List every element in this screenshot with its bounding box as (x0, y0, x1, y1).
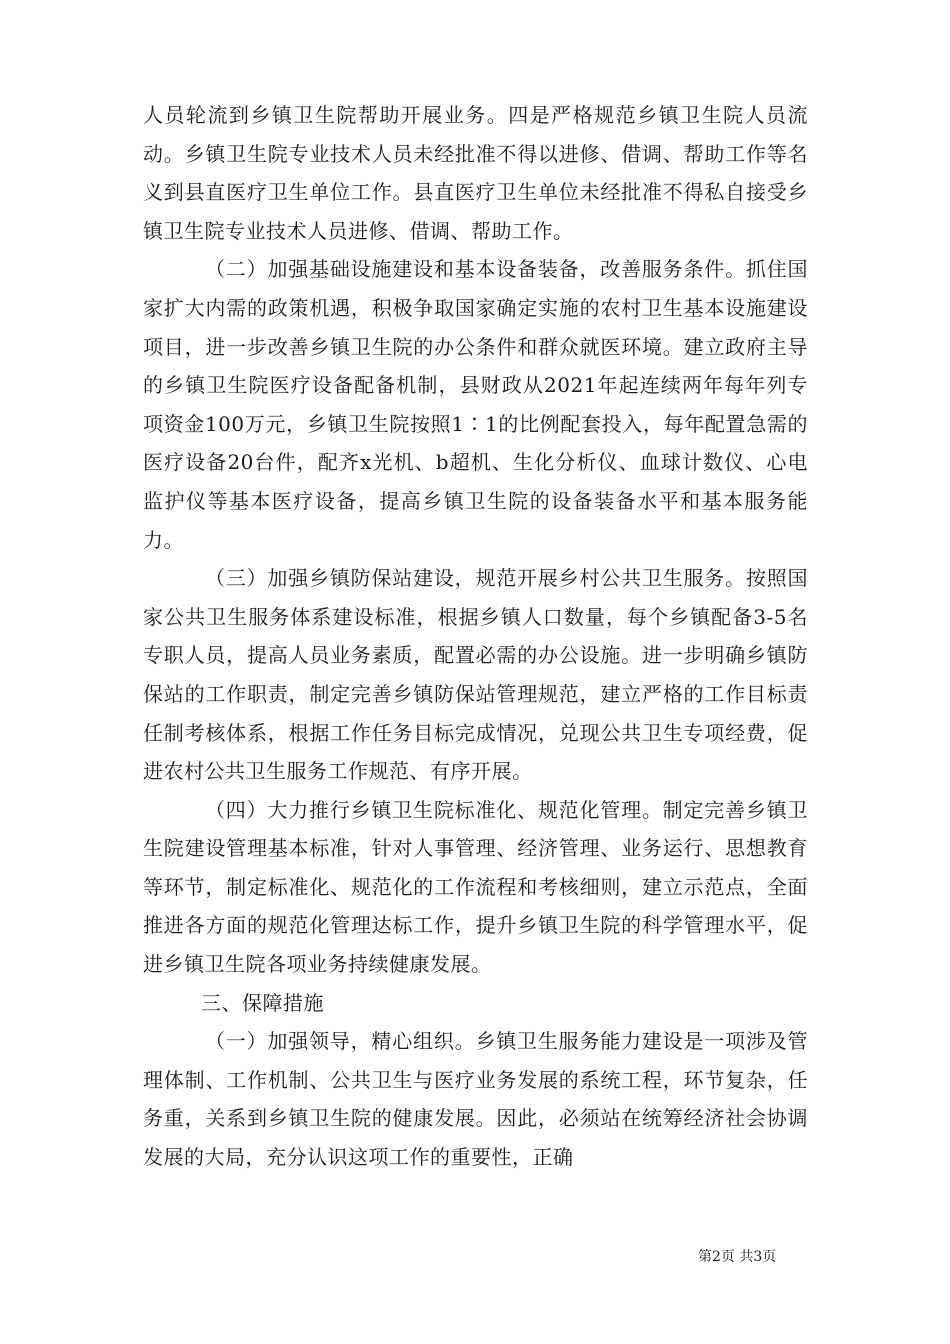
page-number-footer: 第2页 共3页 (698, 1249, 777, 1265)
section-heading-safeguards: 三、保障措施 (201, 990, 324, 1015)
paragraph-prevention-station: （三）加强乡镇防保站建设，规范开展乡村公共卫生服务。按照国家公共卫生服务体系建设标准，根据乡镇人口数量，每个乡镇配备3-5名专职人员，提高人员业务素质，配置必需的办公设施。进一步明确乡镇防保站的工作职责，制定完善乡镇防保站管理规范，建立严格的工作目标责任制考核体系，根据工作任务目标完成情况，兑现公共卫生专项经费，促进农村公共卫生服务工作规范、有序开展。 (143, 566, 808, 784)
paragraph-standardization: （四）大力推行乡镇卫生院标准化、规范化管理。制定完善乡镇卫生院建设管理基本标准，针对人事管理、经济管理、业务运行、思想教育等环节，制定标准化、规范化的工作流程和考核细则，建立示范点，全面推进各方面的规范化管理达标工作，提升乡镇卫生院的科学管理水平，促进乡镇卫生院各项业务持续健康发展。 (143, 797, 808, 977)
paragraph-infrastructure: （二）加强基础设施建设和基本设备装备，改善服务条件。抓住国家扩大内需的政策机遇，积极争取国家确定实施的农村卫生基本设施建设项目，进一步改善乡镇卫生院的办公条件和群众就医环境。建立政府主导的乡镇卫生院医疗设备配备机制，县财政从2021年起连续两年每年列专项资金100万元，乡镇卫生院按照1∶1的比例配套投入，每年配置急需的医疗设备20台件，配齐x光机、b超机、生化分析仪、血球计数仪、心电监护仪等基本医疗设备，提高乡镇卫生院的设备装备水平和基本服务能力。 (143, 257, 808, 552)
paragraph-leadership: （一）加强领导，精心组织。乡镇卫生服务能力建设是一项涉及管理体制、工作机制、公共卫生与医疗业务发展的系统工程，环节复杂，任务重，关系到乡镇卫生院的健康发展。因此，必须站在统筹经济社会协调发展的大局，充分认识这项工作的重要性，正确 (143, 1029, 808, 1170)
paragraph-continuation: 人员轮流到乡镇卫生院帮助开展业务。四是严格规范乡镇卫生院人员流动。乡镇卫生院专业技术人员未经批准不得以进修、借调、帮助工作等名义到县直医疗卫生单位工作。县直医疗卫生单位未经批准不得私自接受乡镇卫生院专业技术人员进修、借调、帮助工作。 (143, 103, 808, 243)
document-body (143, 96, 808, 1177)
